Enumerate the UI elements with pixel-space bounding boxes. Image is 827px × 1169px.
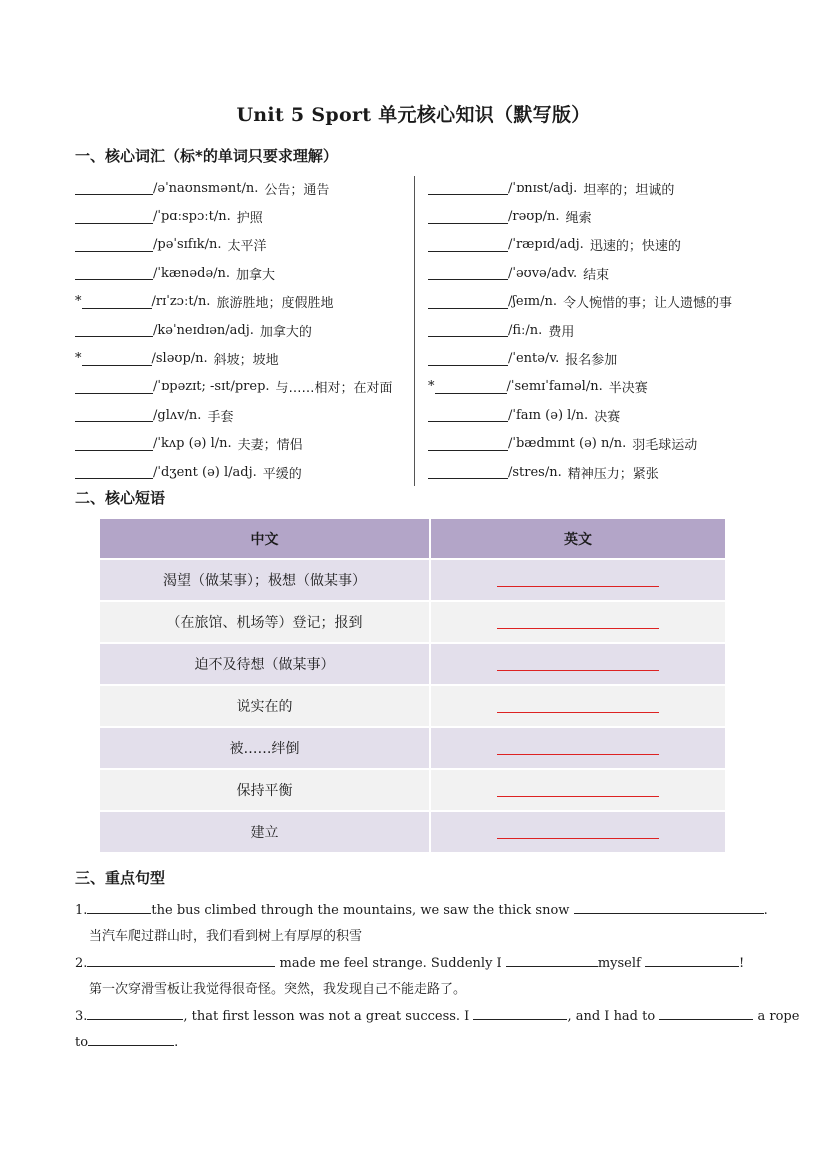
phonetic: /rɪˈzɔːt/n. — [151, 294, 211, 310]
word-blank[interactable] — [75, 181, 153, 195]
phonetic: /fiː/n. — [508, 322, 543, 338]
sentence-2 — [75, 953, 744, 971]
sentence-text: ! — [738, 956, 745, 971]
sentence-1-translation: 当汽车爬过群山时，我们看到树上有厚厚的积雪 — [89, 929, 363, 944]
vocab-item — [75, 231, 393, 259]
word-blank[interactable] — [428, 465, 508, 479]
phrase-english-cell — [430, 727, 726, 769]
answer-line[interactable] — [497, 822, 659, 839]
meaning: 报名参加 — [565, 353, 618, 369]
word-blank[interactable] — [75, 408, 153, 422]
sentence-text: myself — [597, 956, 641, 971]
answer-line[interactable] — [497, 738, 659, 755]
word-blank[interactable] — [428, 266, 508, 280]
answer-line[interactable] — [497, 780, 659, 797]
table-row — [100, 811, 726, 852]
meaning: 决赛 — [594, 409, 621, 425]
word-blank[interactable] — [75, 266, 153, 280]
phrase-chinese: 建立 — [100, 811, 430, 852]
meaning: 精神压力；紧张 — [567, 466, 659, 482]
answer-blank[interactable] — [87, 900, 151, 914]
phonetic: /əˈnaʊnsmənt/n. — [153, 180, 259, 196]
answer-blank[interactable] — [87, 953, 275, 967]
sentence-text: . — [763, 903, 768, 918]
vocab-item — [428, 174, 732, 202]
phrase-english-cell — [430, 601, 726, 643]
vocab-item — [428, 202, 732, 230]
phrase-english-cell — [430, 769, 726, 811]
meaning: 绳索 — [565, 211, 592, 227]
meaning: 夫妻；情侣 — [237, 438, 303, 454]
word-blank[interactable] — [428, 437, 508, 451]
answer-line[interactable] — [497, 654, 659, 671]
word-blank[interactable] — [82, 295, 152, 309]
sentence-number: 3. — [75, 1009, 88, 1024]
vocab-item — [75, 458, 393, 486]
meaning: 半决赛 — [608, 381, 648, 397]
meaning: 加拿大的 — [259, 324, 312, 340]
phonetic: /ˈəʊvə/adv. — [508, 265, 578, 281]
meaning: 护照 — [236, 211, 263, 227]
word-blank[interactable] — [75, 465, 153, 479]
word-blank[interactable] — [428, 352, 508, 366]
phrase-english-cell — [430, 643, 726, 685]
word-blank[interactable] — [75, 437, 153, 451]
answer-line[interactable] — [497, 696, 659, 713]
meaning: 斜坡；坡地 — [213, 353, 279, 369]
phonetic: /ˈfaɪn (ə) l/n. — [508, 407, 589, 423]
word-blank[interactable] — [428, 323, 508, 337]
vocab-item — [75, 174, 393, 202]
phonetic: /rəʊp/n. — [508, 209, 560, 225]
word-blank[interactable] — [75, 210, 153, 224]
answer-blank[interactable] — [473, 1006, 567, 1020]
table-row — [100, 559, 726, 601]
header-chinese: 中文 — [100, 519, 430, 559]
word-blank[interactable] — [82, 352, 152, 366]
meaning: 令人惋惜的事；让人遗憾的事 — [562, 296, 732, 312]
phrase-chinese: 迫不及待想（做某事） — [100, 643, 430, 685]
sentence-3 — [75, 1006, 799, 1024]
phonetic: /ˈentə/v. — [508, 351, 560, 367]
vocab-item — [428, 344, 732, 372]
vocab-item — [428, 430, 732, 458]
vocab-item — [75, 373, 393, 401]
word-blank[interactable] — [428, 210, 508, 224]
meaning: 与……相对；在对面 — [275, 381, 393, 397]
word-blank[interactable] — [428, 238, 508, 252]
phonetic: /ʃeɪm/n. — [508, 294, 557, 310]
section-heading-sentences: 三、重点句型 — [75, 869, 166, 887]
vocab-list-left — [75, 174, 393, 486]
sentence-text: the bus climbed through the mountains, we saw the thick snow — [151, 903, 570, 918]
vocab-item — [75, 430, 393, 458]
vocab-item — [75, 288, 393, 316]
phonetic: /ˈdʒent (ə) l/adj. — [153, 464, 257, 480]
meaning: 手套 — [207, 409, 234, 425]
section-heading-phrases: 二、核心短语 — [75, 489, 166, 507]
vocab-item — [428, 259, 732, 287]
word-blank[interactable] — [428, 181, 508, 195]
vocab-item — [428, 458, 732, 486]
meaning: 平缓的 — [262, 466, 302, 482]
meaning: 羽毛球运动 — [632, 438, 698, 454]
phonetic: /ˈɒnɪst/adj. — [508, 180, 578, 196]
phonetic: /pəˈsɪfɪk/n. — [153, 237, 222, 253]
sentence-text: , that first lesson was not a great success. I — [183, 1009, 470, 1024]
phrase-english-cell — [430, 685, 726, 727]
phrase-chinese: 被……绊倒 — [100, 727, 430, 769]
word-blank[interactable] — [428, 408, 508, 422]
vocab-item — [428, 373, 732, 401]
word-blank[interactable] — [428, 295, 508, 309]
phonetic: /ˈræpɪd/adj. — [508, 237, 584, 253]
table-row — [100, 685, 726, 727]
phrase-english-cell — [430, 811, 726, 852]
phonetic: /stres/n. — [508, 464, 562, 480]
phrase-chinese: （在旅馆、机场等）登记；报到 — [100, 601, 430, 643]
phonetic: /sləʊp/n. — [151, 351, 208, 367]
column-divider — [414, 176, 415, 486]
table-row — [100, 643, 726, 685]
vocab-item — [75, 401, 393, 429]
phrase-chinese: 渴望（做某事）；极想（做某事） — [100, 559, 430, 601]
vocab-item — [428, 288, 732, 316]
meaning: 公告；通告 — [264, 182, 330, 198]
word-blank[interactable] — [75, 238, 153, 252]
word-blank[interactable] — [75, 380, 153, 394]
meaning: 结束 — [583, 267, 610, 283]
table-row — [100, 601, 726, 643]
phonetic: /kəˈneɪdɪən/adj. — [153, 322, 254, 338]
sentence-number: 2. — [75, 956, 88, 971]
phonetic: /ˈɒpəzɪt; -sɪt/prep. — [153, 379, 270, 395]
phonetic: /glʌv/n. — [153, 407, 202, 423]
understand-only-mark: * — [75, 351, 82, 367]
phonetic: /ˈpɑːspɔːt/n. — [153, 209, 231, 225]
understand-only-mark: * — [428, 379, 435, 395]
answer-blank[interactable] — [659, 1006, 753, 1020]
vocab-list-right — [428, 174, 732, 486]
phrase-chinese: 保持平衡 — [100, 769, 430, 811]
phonetic: /ˈkænədə/n. — [153, 265, 231, 281]
word-blank[interactable] — [435, 380, 507, 394]
word-blank[interactable] — [75, 323, 153, 337]
sentence-text: . — [174, 1035, 179, 1050]
meaning: 坦率的；坦诚的 — [583, 182, 675, 198]
answer-line[interactable] — [497, 570, 659, 587]
sentence-1 — [75, 900, 768, 918]
sentence-text: a rope — [757, 1009, 800, 1024]
sentence-2-translation: 第一次穿滑雪板让我觉得很奇怪。突然，我发现自己不能走路了。 — [89, 982, 467, 997]
understand-only-mark: * — [75, 294, 82, 310]
sentence-number: 1. — [75, 903, 88, 918]
meaning: 费用 — [548, 324, 575, 340]
meaning: 迅速的；快速的 — [589, 239, 681, 255]
meaning: 旅游胜地；度假胜地 — [216, 296, 334, 312]
meaning: 太平洋 — [227, 239, 267, 255]
vocab-item — [75, 202, 393, 230]
sentence-3-continued — [75, 1032, 178, 1050]
meaning: 加拿大 — [236, 267, 276, 283]
page-title: Unit 5 Sport 单元核心知识（默写版） — [236, 104, 591, 126]
answer-line[interactable] — [497, 612, 659, 629]
phonetic: /ˈkʌp (ə) l/n. — [153, 436, 232, 452]
phrase-chinese: 说实在的 — [100, 685, 430, 727]
table-row — [100, 769, 726, 811]
header-english: 英文 — [430, 519, 726, 559]
sentence-text: to — [75, 1035, 89, 1050]
section-heading-vocab: 一、核心词汇（标*的单词只要求理解） — [75, 147, 338, 165]
vocab-item — [428, 316, 732, 344]
phonetic: /ˈsemɪˈfaɪnəl/n. — [506, 379, 603, 395]
sentence-text: , and I had to — [567, 1009, 656, 1024]
answer-blank[interactable] — [88, 1032, 174, 1046]
table-row — [100, 727, 726, 769]
phrase-english-cell — [430, 559, 726, 601]
answer-blank[interactable] — [574, 900, 764, 914]
vocab-item — [75, 344, 393, 372]
phonetic: /ˈbædmɪnt (ə) n/n. — [508, 436, 627, 452]
answer-blank[interactable] — [87, 1006, 183, 1020]
vocab-item — [428, 231, 732, 259]
answer-blank[interactable] — [645, 953, 739, 967]
vocab-item — [75, 259, 393, 287]
vocab-item — [428, 401, 732, 429]
answer-blank[interactable] — [506, 953, 598, 967]
vocab-item — [75, 316, 393, 344]
sentence-text: made me feel strange. Suddenly I — [279, 956, 502, 971]
phrases-table — [100, 519, 727, 852]
